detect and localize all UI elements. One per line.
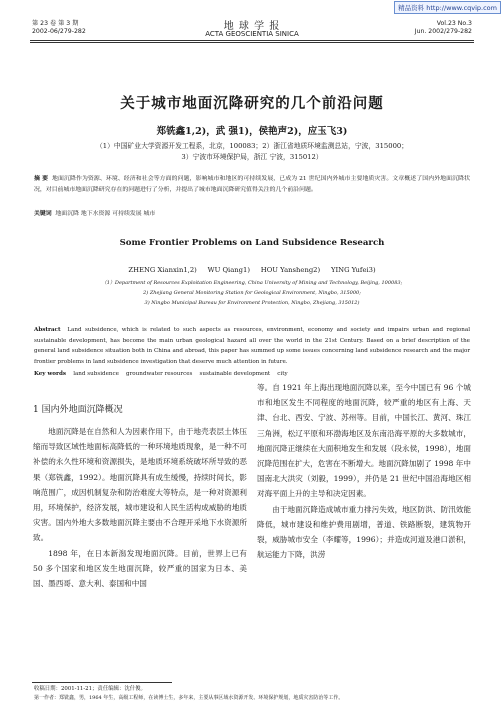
journal-name-en: ACTA GEOSCIENTIA SINICA [205,30,299,38]
keywords-cn [34,210,470,218]
header-pages-left: 2002-06/279-282 [32,28,86,35]
abstract-cn-label: 摘 要 [34,175,49,182]
body-right-paragraph-2: 由于地面沉降造成城市重力排污失效，地区防洪、防汛效能降低，城市建设和维护费用剧增，普道、铁路断裂，建筑物开裂，威胁城市安全（李耀等，1996）；并造成河道及港口淤积，航运能力下降，洪涝 [257,504,471,560]
right-column [257,380,471,562]
authors-en: ZHENG Xianxin1,2) WU Qiang1) HOU Yansheng2) YING Yufei3) [128,266,376,274]
journal-name-cn: 地 球 学 报 [223,21,281,32]
body-left-paragraph-2: 1898 年，在日本新潟发现地面沉降。目前，世界上已有 50 多个国家和地区发生地面沉降，较严重的国家为日本、美国、墨西哥、意大利、泰国和中国 [33,548,247,589]
keywords-en-label: Key words [34,371,67,377]
affiliation-cn-line1: （1）中国矿业大学资源开发工程系，北京，100083；2）浙江省地质环境监测总站，宁波，315000； [95,142,409,150]
affiliation-cn-line2: 3）宁波市环境保护局，浙江 宁波，315012） [181,153,323,161]
affiliation-en-line1: （1）Department of Resources Exploitation Engineering, China University of Mining and Technology, Beijing, 100083; [101,280,403,286]
abstract-en [34,325,470,367]
section-heading: 1 国内外地面沉降概况 [33,405,123,415]
paper-title-en: Some Frontier Problems on Land Subsidence Research [119,238,385,248]
body-right-paragraph-1: 等。自 1921 年上海出现地面沉降以来，至今中国已有 96 个城市和地区发生不同程度的地面沉降，较严重的地区有上海、天津、台北、西安、宁波、苏州等。目前，中国长江、黄河、珠江三角洲，松辽平原和环渤海地区及东南沿海平原的大多数城市，地面沉降正继续在大面积地发生和发展（段永侯，1998），地面沉降范围在扩大，危害在不断增大。地面沉降加剧了 1998 年中国南北大洪灾（刘毅，1999），并仍是 21 世纪中国沿海地区相对海平面上升的主导和决定因素。 [257,383,471,499]
keywords-cn-text: 地面沉降 地下水资源 可持续发展 城市 [55,211,156,217]
footnote-rule [32,682,172,683]
header-rule [30,40,474,41]
keywords-en-text: land subsidence groundwater resources sustainable development city [73,371,288,377]
authors-cn: 郑铣鑫1,2)，武 强1)，侯艳声2)，应玉飞3) [156,126,348,137]
header-rule-thin [30,42,474,43]
abstract-en-text: Land subsidence, which is related to such aspects as resources, environment, economy and society and impairs urban and regional sustainable development, has become the main urban geological hazard all over the world in the 21st Century. Based on a brief description of the general land subsidence situation both in China and abroad, this paper has summed up some issues concerning land subsidence research and the major frontier problems in land subsidence investigation that deserve much attention in future. [34,327,470,365]
abstract-en-label: Abstract [34,327,61,333]
header-volume-en: Vol.23 No.3 [436,20,472,27]
keywords-en [34,371,470,378]
footnote-author: 第一作者：郑铣鑫，男，1964 年生，高级工程师，在读博士生，多年来，主要从事区域水资源开发、环境保护规划，地质灾害防治等工作。 [34,695,344,701]
keywords-cn-label: 关键词 [34,210,52,217]
header-pages-right: Jun. 2002/279-282 [414,28,472,35]
abstract-cn [34,174,470,195]
watermark-stamp: 精品资料 http://www.cqvip.com [394,1,501,14]
paper-title-cn: 关于城市地面沉降研究的几个前沿问题 [120,95,384,112]
body-left-paragraph-1: 地面沉降是在自然和人为因素作用下，由于地壳表层土体压缩而导致区域性地面标高降低的一种环境地质现象，是一种不可补偿的永久性环境和资源损失，是地质环境系统破坏所导致的恶果（郑铣鑫，1992）。地面沉降具有成生缓慢，持续时间长，影响范围广，成因机制复杂和防治难度大等特点，是一种对资源利用，环境保护，经济发展，城市建设和人民生活构成威胁的地质灾害。国内外地大多数地面沉降主要由不合理开采地下水资源所致。 [33,427,247,543]
abstract-cn-text: 地面沉降作为资源、环境、经济和社会等方面的问题，影响城市和地区的可持续发展，已成为 21 世纪国内外城市主要地质灾害。文章概述了国内外地面沉降状况，对目前城市地面沉降研究存在的问题进行了分析，并提出了城市地面沉降研究值得关注的几个前沿问题。 [34,176,470,193]
affiliation-en-line3: 3) Ningbo Municipal Bureau for Environment Protection, Ningbo, Zhejiang, 315012) [144,300,360,306]
footnote-received: 收稿日期：2001-11-21；责任编辑：沈什俊。 [34,686,146,692]
affiliation-en-line2: 2) Zhejiang General Monitoring Station for Geological Environment, Ningbo, 315000; [143,290,361,296]
left-column [33,402,247,591]
header-volume-cn: 第 23 卷 第 3 期 [32,20,79,27]
